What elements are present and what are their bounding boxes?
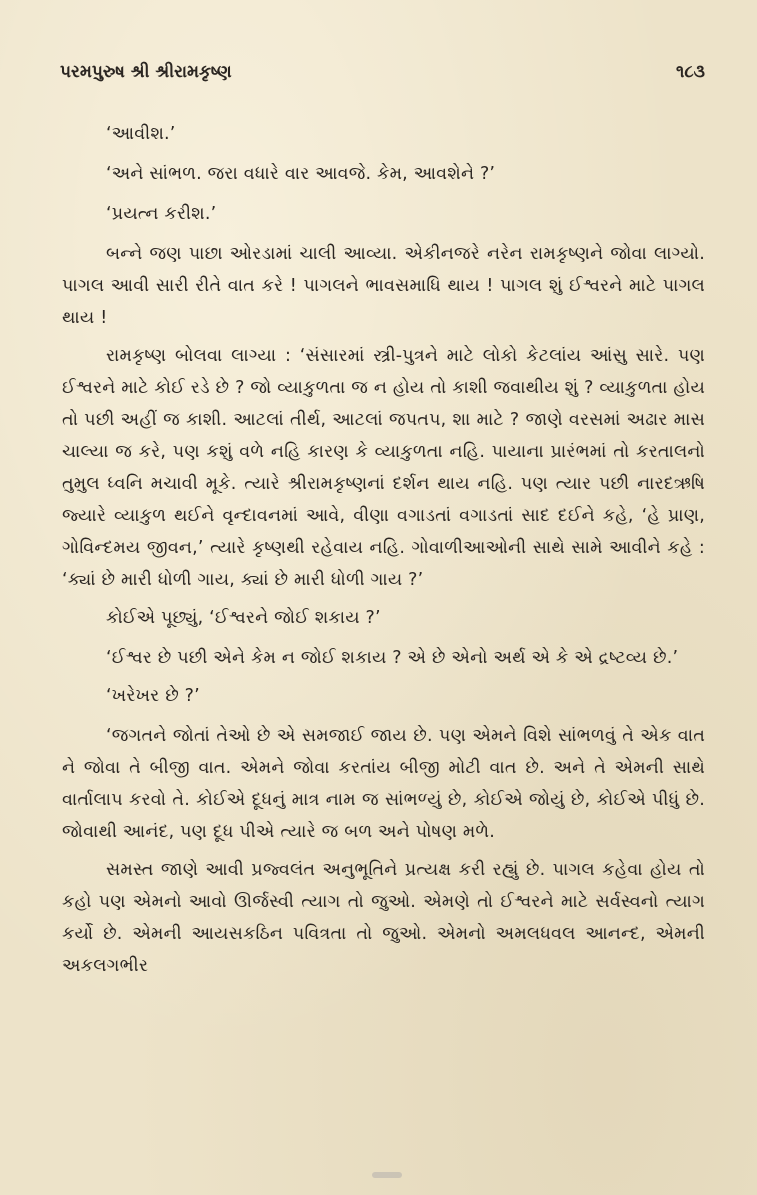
paragraph: ‘ઈશ્વર છે પછી એને કેમ ન જોઈ શકાય ? એ છે એનો અર્થ એ કે એ દ્રષ્ટવ્ય છે.’ (106, 648, 679, 668)
paragraph: ‘જગતને જોતાં તેઓ છે એ સમજાઈ જાય છે. પણ એમને વિશે સાંભળવું તે એક વાત ને જોવા તે બીજી વાત. એમને જોવા કરતાંય બીજી મોટી વાત છે. અને તે એમની સાથે વાર્તાલાપ કરવો તે. કોઈએ દૂધનું માત્ર નામ જ સાંભળ્યું છે, કોઈએ જોયું છે, કોઈએ પીધું છે. જોવાથી આનંદ, પણ દૂધ પીએ ત્યારે જ બળ અને પોષણ મળે. (62, 726, 705, 842)
paragraph: ‘પ્રયત્ન કરીશ.’ (106, 204, 217, 224)
running-title: પરમપુરુષ શ્રી શ્રીરામકૃષ્ણ (60, 62, 232, 82)
paragraph: રામકૃષ્ણ બોલવા લાગ્યા : ‘સંસારમાં સ્ત્રી-પુત્રને માટે લોકો કેટલાંય આંસુ સારે. પણ ઈશ્વરને માટે કોઈ રડે છે ? જો વ્યાકુળતા જ ન હોય તો કાશી જવાથીય શું ? વ્યાકુળતા હોય તો પછી અહીં જ કાશી. આટલાં તીર્થ, આટલાં જપતપ, શા માટે ? જાણે વરસમાં અઢાર માસ ચાલ્યા જ કરે, પણ કશું વળે નહિ કારણ કે વ્યાકુળતા નહિ. પાયાના પ્રારંભમાં તો કરતાલનો તુમુલ ધ્વનિ મચાવી મૂકે. ત્યારે શ્રીરામકૃષ્ણનાં દર્શન થાય નહિ. પણ ત્યાર પછી નારદઋષિ જ્યારે વ્યાકુળ થઈને વૃન્દાવનમાં આવે, વીણા વગાડતાં વગાડતાં સાદ દઈને કહે, ‘હે પ્રાણ, ગોવિન્દમય જીવન,’ ત્યારે કૃષ્ણથી રહેવાય નહિ. ગોવાળીઆઓની સાથે સામે આવીને કહે : ‘ક્યાં છે મારી ધોળી ગાય, ક્યાં છે મારી ધોળી ગાય ?’ (62, 346, 705, 590)
paragraph: બન્ને જણ પાછા ઓરડામાં ચાલી આવ્યા. એકીનજરે નરેન રામકૃષ્ણને જોવા લાગ્યો. પાગલ આવી સારી રીતે વાત કરે ! પાગલને ભાવસમાધિ થાય ! પાગલ શું ઈશ્વરને માટે પાગલ થાય ! (62, 244, 705, 328)
paragraph: ‘ખરેખર છે ?’ (106, 686, 200, 706)
page-number: ૧૮૩ (675, 62, 705, 82)
paragraph: ‘આવીશ.’ (106, 124, 176, 144)
page-header (60, 62, 705, 92)
body-text (62, 118, 705, 988)
print-smudge (372, 1172, 402, 1178)
paragraph: કોઈએ પૂછ્યું, ‘ઈશ્વરને જોઈ શકાય ?’ (106, 608, 381, 628)
paragraph: સમસ્ત જાણે આવી પ્રજ્વલંત અનુભૂતિને પ્રત્યક્ષ કરી રહ્યું છે. પાગલ કહેવા હોય તો કહો પણ એમનો આવો ઊર્જસ્વી ત્યાગ તો જુઓ. એમણે તો ઈશ્વરને માટે સર્વસ્વનો ત્યાગ કર્યો છે. એમની આયસકઠિન પવિત્રતા તો જુઓ. એમનો અમલધવલ આનન્દ, એમની અકલગભીર (62, 860, 705, 976)
paragraph: ‘અને સાંભળ. જરા વધારે વાર આવજે. કેમ, આવશેને ?’ (106, 164, 496, 184)
